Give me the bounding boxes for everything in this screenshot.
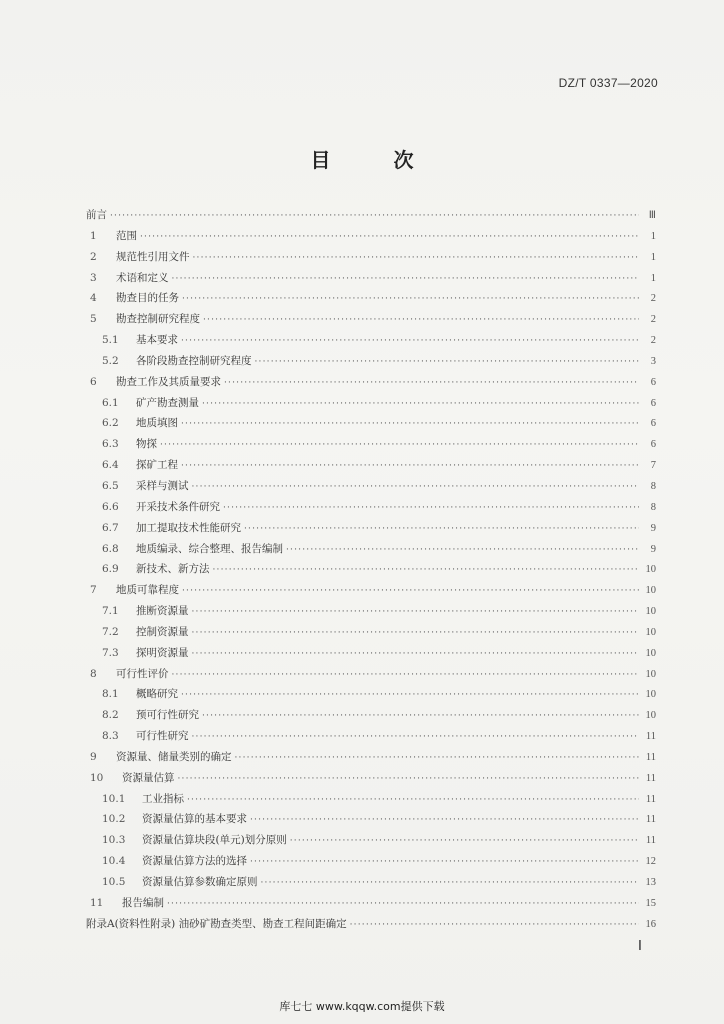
toc-entry-page: 8 (650, 480, 656, 492)
toc-entry-number: 5 (90, 313, 97, 326)
toc-entry-number: 4 (90, 292, 97, 305)
toc-entry-number: 10.1 (102, 792, 126, 805)
toc-leader-dots (182, 289, 639, 310)
toc-entry (86, 893, 656, 914)
toc-leader-dots (187, 790, 639, 811)
toc-entry (86, 622, 656, 643)
toc-entry-label: 资源量估算方法的选择 (142, 855, 247, 868)
toc-leader-dots (286, 540, 639, 561)
toc-entry-label: 地质可靠程度 (116, 584, 179, 597)
toc-title: 目 次 (310, 148, 442, 172)
toc-entry (86, 872, 656, 893)
toc-entry-label: 资源量估算参数确定原则 (142, 876, 258, 888)
toc-leader-dots (223, 498, 639, 519)
toc-entry-page: 11 (645, 751, 656, 763)
toc-entry (86, 705, 656, 726)
toc-entry (86, 393, 656, 414)
toc-entry-page: 11 (645, 793, 656, 805)
toc-entry-page: 8 (650, 501, 656, 513)
toc-entry-label: 推断资源量 (136, 605, 189, 618)
toc-entry-number: 6.4 (102, 459, 119, 472)
toc-entry-page: 11 (645, 772, 656, 784)
toc-entry-label: 加工提取技术性能研究 (136, 521, 241, 534)
toc-entry-number: 7.2 (102, 625, 119, 638)
toc-entry-number: 6.9 (102, 563, 119, 576)
toc-entry-number: 6.3 (102, 438, 119, 451)
toc-entry-label: 概略研究 (136, 688, 178, 701)
toc-leader-dots (250, 852, 639, 873)
table-of-contents (86, 205, 656, 935)
toc-leader-dots (244, 519, 639, 540)
toc-entry-page: 12 (645, 856, 656, 868)
toc-entry-number: 10.3 (102, 834, 126, 847)
toc-entry-page: 10 (645, 710, 656, 722)
toc-entry (86, 684, 656, 705)
toc-entry-page: 11 (645, 731, 656, 743)
toc-entry-number: 6.7 (102, 521, 119, 534)
document-code: DZ/T 0337—2020 (558, 76, 658, 90)
toc-entry-page: 6 (650, 439, 656, 451)
toc-entry-label: 新技术、新方法 (136, 563, 210, 576)
toc-entry-number: 9 (90, 750, 97, 763)
toc-entry-page: 11 (645, 835, 656, 847)
toc-entry-page: 15 (645, 897, 656, 909)
toc-entry-page: 13 (645, 877, 656, 888)
toc-entry-number: 10 (90, 771, 104, 784)
toc-entry-number: 5.2 (102, 354, 119, 367)
toc-entry (86, 351, 656, 372)
toc-leader-dots (213, 560, 640, 581)
toc-entry-label: 附录A(资料性附录) 油砂矿勘查类型、勘查工程间距确定 (86, 917, 347, 930)
toc-leader-dots (110, 206, 639, 227)
toc-entry-label: 各阶段勘查控制研究程度 (136, 354, 252, 367)
toc-entry-label: 探明资源量 (136, 646, 189, 659)
toc-entry-label: 资源量估算块段(单元)划分原则 (142, 834, 287, 847)
toc-entry-number: 6.8 (102, 542, 119, 555)
toc-entry (86, 413, 656, 434)
toc-entry-page: 7 (650, 460, 656, 472)
toc-leader-dots (290, 831, 639, 852)
toc-entry (86, 247, 656, 268)
toc-leader-dots (202, 394, 639, 415)
toc-leader-dots (181, 331, 639, 352)
toc-entry-number: 7.1 (102, 605, 119, 618)
toc-entry (86, 789, 656, 810)
toc-entry-label: 物探 (136, 438, 157, 451)
download-footer: 库七七 www.kqqw.com提供下载 (279, 1000, 445, 1013)
toc-entry-number: 7.3 (102, 646, 119, 659)
toc-entry-page: 9 (650, 522, 656, 534)
toc-entry (86, 851, 656, 872)
toc-entry-number: 6 (90, 375, 97, 388)
toc-entry-page: 11 (645, 814, 656, 826)
toc-entry (86, 747, 656, 768)
toc-entry-label: 基本要求 (136, 334, 178, 347)
toc-leader-dots (192, 477, 640, 498)
toc-entry-number: 6.6 (102, 500, 119, 513)
toc-entry-page: 2 (650, 335, 656, 347)
toc-entry-label: 探矿工程 (136, 459, 178, 472)
toc-entry-label: 可行性评价 (116, 667, 169, 680)
toc-entry-label: 地质填图 (136, 417, 178, 430)
toc-entry-label: 规范性引用文件 (116, 250, 190, 263)
toc-entry-label: 范围 (116, 229, 137, 242)
toc-entry-number: 8.3 (102, 730, 119, 743)
toc-entry-label: 预可行性研究 (136, 709, 199, 722)
toc-entry-label: 资源量、储量类别的确定 (116, 750, 232, 763)
toc-leader-dots (192, 644, 640, 665)
toc-entry (86, 226, 656, 247)
toc-entry-number: 10.5 (102, 876, 126, 888)
toc-entry-page: 10 (645, 626, 656, 638)
toc-leader-dots (182, 581, 639, 602)
toc-entry-number: 8.2 (102, 709, 119, 722)
toc-entry-label: 前言 (86, 209, 107, 221)
toc-entry (86, 518, 656, 539)
toc-entry-page: 10 (645, 668, 656, 680)
toc-entry (86, 476, 656, 497)
toc-entry-page: 2 (650, 314, 656, 326)
toc-leader-dots (235, 748, 640, 769)
toc-entry-number: 7 (90, 584, 97, 597)
toc-leader-dots (181, 414, 639, 435)
page-number: Ⅰ (637, 939, 642, 954)
toc-entry-label: 可行性研究 (136, 730, 189, 743)
toc-entry-number: 8 (90, 667, 97, 680)
toc-entry-number: 10.4 (102, 855, 126, 868)
toc-entry (86, 601, 656, 622)
toc-leader-dots (181, 456, 639, 477)
toc-entry-page: 1 (650, 251, 656, 263)
toc-entry-label: 工业指标 (142, 792, 184, 805)
toc-entry-label: 勘查目的任务 (116, 292, 179, 305)
toc-entry (86, 434, 656, 455)
toc-entry-page: 16 (645, 918, 656, 930)
toc-entry (86, 559, 656, 580)
toc-entry-number: 11 (90, 896, 104, 909)
toc-entry-page: 9 (650, 543, 656, 555)
toc-entry-page: 6 (650, 376, 656, 388)
toc-entry (86, 914, 656, 935)
toc-entry (86, 643, 656, 664)
toc-entry-number: 6.2 (102, 417, 119, 430)
toc-entry-number: 5.1 (102, 334, 119, 347)
toc-entry-label: 开采技术条件研究 (136, 500, 220, 513)
toc-entry-label: 地质编录、综合整理、报告编制 (136, 542, 283, 555)
toc-leader-dots (192, 727, 640, 748)
toc-entry-label: 控制资源量 (136, 625, 189, 638)
toc-entry-page: 10 (645, 585, 656, 597)
toc-entry (86, 268, 656, 289)
toc-leader-dots (203, 310, 639, 331)
toc-entry-page: 10 (645, 689, 656, 701)
toc-entry (86, 726, 656, 747)
toc-entry (86, 830, 656, 851)
toc-entry (86, 539, 656, 560)
toc-entry (86, 205, 656, 226)
toc-entry-label: 勘查工作及其质量要求 (116, 375, 221, 388)
toc-entry (86, 288, 656, 309)
toc-entry-number: 10.2 (102, 813, 126, 826)
toc-entry (86, 330, 656, 351)
toc-leader-dots (172, 269, 640, 290)
toc-leader-dots (202, 706, 639, 727)
toc-leader-dots (178, 769, 640, 790)
toc-leader-dots (250, 810, 639, 831)
toc-leader-dots (181, 685, 639, 706)
toc-entry-label: 矿产勘查测量 (136, 396, 199, 409)
toc-entry-page: 10 (645, 606, 656, 618)
toc-entry-label: 资源量估算的基本要求 (142, 813, 247, 826)
toc-entry-page: Ⅲ (648, 210, 656, 221)
toc-entry-page: 1 (650, 272, 656, 284)
toc-entry (86, 580, 656, 601)
toc-entry (86, 664, 656, 685)
toc-entry-page: 2 (650, 293, 656, 305)
toc-entry (86, 309, 656, 330)
toc-leader-dots (261, 873, 640, 894)
toc-leader-dots (140, 227, 639, 248)
toc-entry-number: 8.1 (102, 688, 119, 701)
toc-entry-label: 勘查控制研究程度 (116, 313, 200, 326)
toc-entry-number: 3 (90, 271, 97, 284)
toc-entry-page: 6 (650, 397, 656, 409)
toc-entry (86, 455, 656, 476)
toc-leader-dots (160, 435, 639, 456)
toc-leader-dots (167, 894, 639, 915)
toc-leader-dots (193, 248, 640, 269)
toc-leader-dots (255, 352, 640, 373)
toc-entry-page: 1 (650, 230, 656, 242)
toc-entry (86, 497, 656, 518)
toc-entry-label: 报告编制 (122, 896, 164, 909)
toc-entry-page: 3 (650, 355, 656, 367)
toc-leader-dots (192, 602, 640, 623)
toc-leader-dots (350, 915, 639, 936)
toc-entry-label: 术语和定义 (116, 271, 169, 284)
toc-entry (86, 768, 656, 789)
toc-entry-page: 10 (645, 564, 656, 576)
toc-entry-number: 2 (90, 250, 97, 263)
toc-entry-number: 6.5 (102, 479, 119, 492)
toc-entry-number: 1 (90, 229, 97, 242)
toc-entry-label: 资源量估算 (122, 771, 175, 784)
toc-entry-label: 采样与测试 (136, 479, 189, 492)
toc-leader-dots (224, 373, 639, 394)
toc-leader-dots (192, 623, 640, 644)
toc-entry (86, 809, 656, 830)
toc-leader-dots (172, 665, 640, 686)
toc-entry-number: 6.1 (102, 396, 119, 409)
toc-entry-page: 6 (650, 418, 656, 430)
toc-entry-page: 10 (645, 647, 656, 659)
toc-entry (86, 372, 656, 393)
